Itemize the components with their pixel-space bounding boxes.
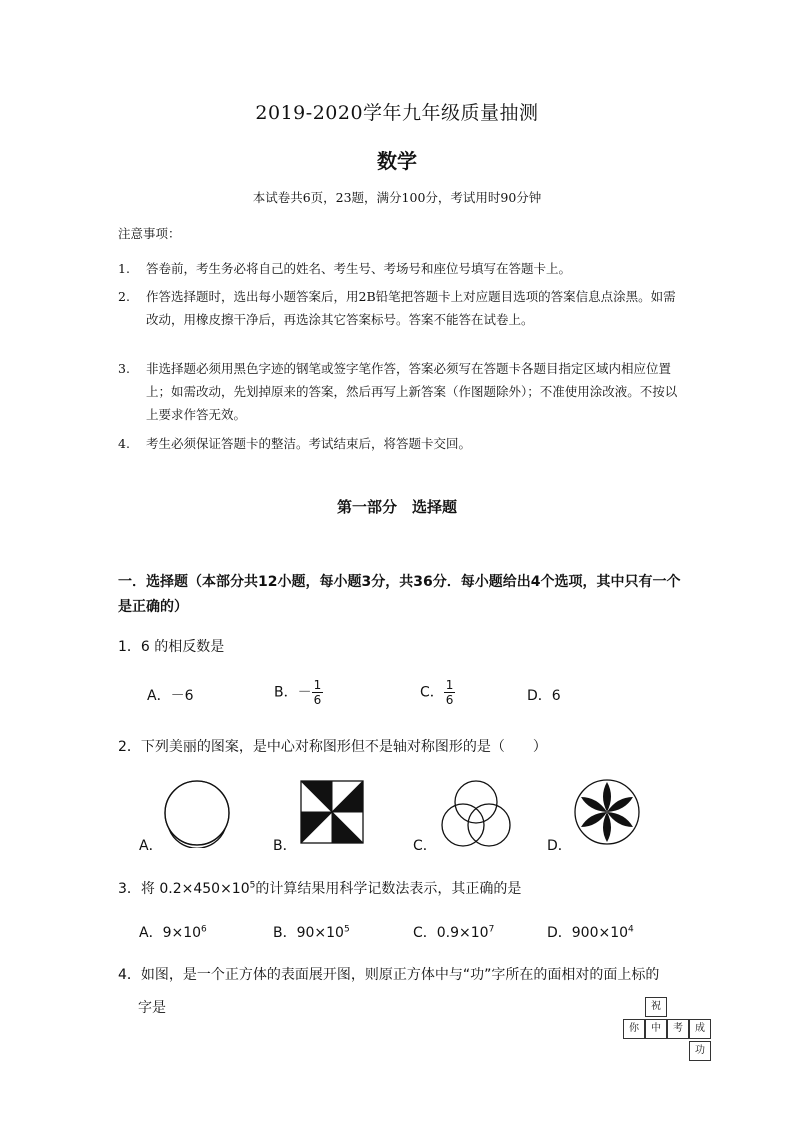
q3-option-d-base: D．900×10 [547,925,629,941]
cube-net-cell: 祝 [645,997,667,1017]
section-title: 第一部分 选择题 [336,498,457,516]
question-2-stem: 2．下列美丽的图案，是中心对称图形但不是轴对称图形的是（ ） [118,739,547,755]
note-item [118,285,678,331]
cube-net-cell: 你 [623,1019,645,1039]
part-title: 一．选择题（本部分共12小题，每小题3分，共36分．每小题给出4个选项，其中只有一个是正确的） [118,574,681,615]
q3-option-a-base: A．9×10 [139,925,202,941]
note-item [118,357,678,426]
question-4-stem-line2: 字是 [138,1000,166,1016]
note-number: 2. [118,289,130,304]
q2-figure-a [162,778,232,848]
fraction-numerator: 1 [313,678,322,692]
q3-stem-post: 的计算结果用科学记数法表示，其正确的是 [255,881,522,897]
q2-figure-c [436,778,516,850]
q3-option-a [139,922,207,942]
q2-option-d: D． [547,838,572,854]
q1-option-c-fraction [444,678,456,707]
q3-option-c-exponent: 7 [488,924,495,935]
q1-option-d: D．6 [527,688,561,704]
q3-option-b-exponent: 5 [343,924,350,935]
exam-title: 2019-2020学年九年级质量抽测 [255,102,539,124]
q3-option-a-exponent: 6 [201,924,207,935]
q2-option-a: A． [139,838,163,854]
cube-net-cell: 中 [645,1019,667,1039]
q3-option-c [413,922,494,942]
note-number: 1. [118,261,130,276]
exam-info: 本试卷共6页，23题，满分100分，考试用时90分钟 [252,190,542,205]
fraction-denominator: 6 [445,693,454,707]
notes-title: 注意事项： [118,226,181,241]
cube-net-cell: 成 [689,1019,711,1039]
note-text: 答卷前，考生务必将自己的姓名、考生号、考场号和座位号填写在答题卡上。 [146,261,572,276]
q2-figure-d [573,778,641,846]
q1-option-b-prefix: B．－ [274,684,312,701]
q3-option-d-exponent: 4 [628,924,634,935]
fraction-numerator: 1 [445,678,454,692]
note-text: 考生必须保证答题卡的整洁。考试结束后，将答题卡交回。 [146,436,472,451]
q2-figure-b [300,780,364,844]
question-1-stem: 1．6 的相反数是 [118,639,225,655]
q1-option-b [274,678,323,707]
note-item [118,257,678,280]
subject-title: 数学 [377,149,417,173]
q1-option-c [420,678,455,707]
q1-option-a: A．－6 [147,688,194,704]
note-text: 作答选择题时，选出每小题答案后，用2B铅笔把答题卡上对应题目选项的答案信息点涂黑。如需改动，用橡皮擦干净后，再选涂其它答案标号。答案不能答在试卷上。 [146,289,676,327]
q3-stem-pre: 3．将 0.2×450×10 [118,881,250,897]
q3-option-d [547,922,634,942]
cube-net-cell: 考 [667,1019,689,1039]
cube-net-cell: 功 [689,1041,711,1061]
q1-option-c-prefix: C． [420,684,444,701]
note-number: 4. [118,436,130,451]
q2-option-c: C． [413,838,437,854]
fraction-denominator: 6 [313,693,322,707]
question-4-stem-line1: 4．如图，是一个正方体的表面展开图，则原正方体中与“功”字所在的面相对的面上标的 [118,967,660,983]
q1-option-b-fraction [312,678,324,707]
note-item [118,432,678,455]
note-text: 非选择题必须用黑色字迹的钢笔或签字笔作答，答案必须写在答题卡各题目指定区域内相应位置上；如需改动，先划掉原来的答案，然后再写上新答案（作图题除外）；不准使用涂改液。不按以上要求作答无效。 [146,361,678,422]
q3-option-b [273,922,350,942]
q2-option-b: B． [273,838,297,854]
q3-option-b-base: B．90×10 [273,925,344,941]
note-number: 3. [118,361,130,376]
question-3-stem [118,878,521,898]
q3-option-c-base: C．0.9×10 [413,925,489,941]
q3-stem-exponent: 5 [249,880,256,891]
